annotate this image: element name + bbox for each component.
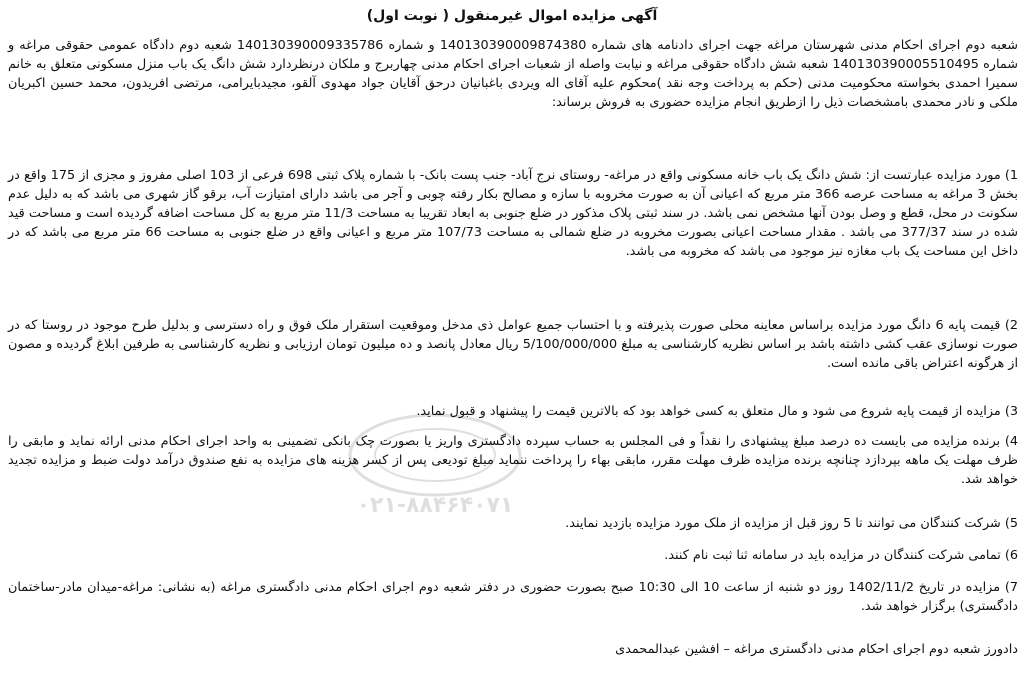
item-2-base-price: 2) قیمت پایه 6 دانگ مورد مزایده براساس معاینه محلی صورت پذیرفته و با احتساب جمیع عوامل ذی مدخل وموقعیت استقرار ملک فوق و راه دسترسی و بدلیل طرح موجود در روستا که در صورت نوسازی عقب کشی داشته باشد بر اساس نظریه کارشناسی به مبلغ 5/100/000/000 ریال معادل پانصد و ده میلیون تومان ارزیابی و نظریه کارشناسی به طرفین ابلاغ گردیده و مصون از هرگونه اعتراض باقی مانده است. [8, 318, 1018, 371]
item-7-date-place: 7) مزایده در تاریخ 1402/11/2 روز دو شنبه از ساعت 10 الی 10:30 صبح بصورت حضوری در دفتر شعبه دوم اجرای احکام مدنی دادگستری مراغه (به نشانی: مراغه-میدان مادر-ساختمان دادگستری) برگزار خواهد شد. [8, 580, 1018, 614]
item-1-property-description: 1) مورد مزایده عبارتست از: شش دانگ یک باب خانه مسکونی واقع در مراغه- روستای نرج آباد- جنب پست بانک- با شماره پلاک ثبتی 698 فرعی از 103 اصلی مفروز و مجزی از 175 واقع در بخش 3 مراغه به مساحت عرصه 366 متر مربع که اعیانی آن به صورت مخروبه با سازه و مصالح بکار رفته چوبی و آجر می باشد دارای امتیازت آب، برقو گاز شهری می باشد که به دلیل عدم سکونت در محل، قطع و وصل بودن آنها مشخص نمی باشد. در سند ثبتی پلاک مذکور در ضلع جنوبی به ابعاد تقریبا به مساحت 11/3 متر مربع به کل مساحت اضافه گردیده است و مساحت قید شده در سند 377/37 می باشد . مقدار مساحت اعیانی بصورت مخروبه در ضلع شمالی به مساحت 107/73 متر مربع و اعیانی واقع در ضلع جنوبی به مساحت 66 متر مربع می باشد که در داخل این مساحت یک باب مغازه نیز موجود می باشد که مخروبه می باشد. [8, 168, 1019, 259]
item-4-payment-terms: 4) برنده مزایده می بایست ده درصد مبلغ پیشنهادی را نقداً و فی المجلس به حساب سپرده دادگستری واریز یا بصورت چک بانکی تضمینی به واحد اجرای احکام مدنی ارائه نماید و مابقی را ظرف مهلت یک ماهه بپردازد چنانچه برنده مزایده ظرف مهلت مقرر، مابقی بهاء را پرداخت ننماید مبلغ تودیعی پس از کسر هزینه های مزایده به نفع صندوق درآمد دولت ضبط و مزایده تجدید خواهد شد. [8, 434, 1018, 487]
notice-title: آگهی مزایده اموال غیرمنقول ( نوبت اول) [366, 8, 658, 24]
notice-intro: شعبه دوم اجرای احکام مدنی شهرستان مراغه جهت اجرای دادنامه های شماره 140130390009874380 و شماره 140130390009335786 شعبه دوم دادگاه عمومی حقوقی مراغه و شماره 140130390005510495 شعبه شش دادگاه حقوقی مراغه و نیابت واصله از شعبات اجرای احکام مدنی چهاربرج و ملکان درنظردارد شش دانگ یک باب منزل مسکونی متعلق به خانم سمیرا احمدی بخواسته محکومیت مدنی (حکم به پرداخت وجه نقد )محکوم علیه آقای اله ویردی باغبانیان درحق آقایان جواد مهدوی آلقو، مجیدبایرامی، مرتضی افریدون، محمد حسین اکبریان ملکی و نادر محمدی بامشخصات ذیل را ازطریق انجام مزایده حضوری به فروش برساند: [8, 38, 1018, 110]
item-6-registration: 6) تمامی شرکت کنندگان در مزایده باید در سامانه ثنا ثبت نام کنند. [664, 548, 1018, 563]
watermark-phone: ۰۲۱-۸۸۴۶۴۰۷۱ [356, 493, 514, 518]
item-5-visit: 5) شرکت کنندگان می توانند تا 5 روز قبل از مزایده از ملک مورد مزایده بازدید نمایند. [565, 516, 1018, 531]
item-3-starting-price: 3) مزایده از قیمت پایه شروع می شود و مال متعلق به کسی خواهد بود که بالاترین قیمت را پیشنهاد و قبول نماید. [416, 404, 1018, 419]
signature-line: دادورز شعبه دوم اجرای احکام مدنی دادگستری مراغه – افشین عبدالمحمدی [615, 642, 1018, 657]
